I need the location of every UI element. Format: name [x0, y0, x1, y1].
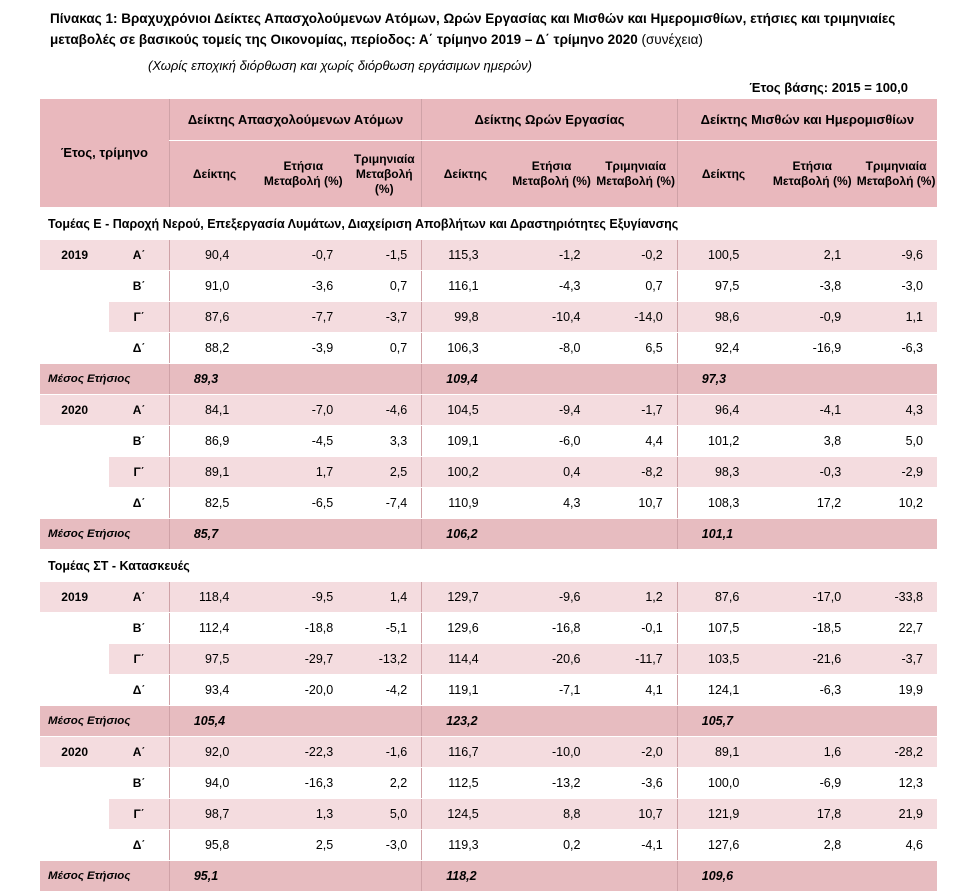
- value-cell: -9,4: [509, 395, 595, 426]
- value-cell: 100,2: [422, 457, 509, 488]
- quarter-cell: Γ΄: [109, 457, 169, 488]
- value-cell: -0,9: [769, 302, 855, 333]
- value-cell: 21,9: [855, 799, 937, 830]
- table-row: [40, 426, 937, 457]
- value-cell: -4,3: [509, 271, 595, 302]
- empty-cell: [769, 706, 855, 737]
- value-cell: 2,5: [347, 457, 422, 488]
- quarter-cell: Β΄: [109, 426, 169, 457]
- value-cell: -1,5: [347, 240, 422, 271]
- annual-average-row: [40, 519, 937, 550]
- value-cell: 2,2: [347, 768, 422, 799]
- value-cell: 97,5: [677, 271, 769, 302]
- value-cell: 116,7: [422, 737, 509, 768]
- empty-cell: [347, 706, 422, 737]
- year-cell: 2019: [40, 582, 109, 613]
- value-cell: 6,5: [595, 333, 678, 364]
- empty-cell: [509, 519, 595, 550]
- empty-cell: [509, 364, 595, 395]
- table-title: [50, 8, 930, 50]
- year-cell: [40, 488, 109, 519]
- value-cell: -9,5: [259, 582, 347, 613]
- value-cell: -16,9: [769, 333, 855, 364]
- value-cell: -0,1: [595, 613, 678, 644]
- value-cell: -1,6: [347, 737, 422, 768]
- value-cell: 103,5: [677, 644, 769, 675]
- section-row: [40, 550, 937, 582]
- value-cell: 96,4: [677, 395, 769, 426]
- value-cell: 129,6: [422, 613, 509, 644]
- value-cell: -13,2: [347, 644, 422, 675]
- value-cell: 86,9: [169, 426, 259, 457]
- table-row: [40, 613, 937, 644]
- value-cell: -20,6: [509, 644, 595, 675]
- value-cell: 124,1: [677, 675, 769, 706]
- value-cell: 129,7: [422, 582, 509, 613]
- quarter-cell: Α΄: [109, 582, 169, 613]
- annual-average-value: 109,4: [422, 364, 509, 395]
- col-header-annual-change: Ετήσια Μεταβολή (%): [259, 141, 347, 208]
- value-cell: 99,8: [422, 302, 509, 333]
- col-header-quarterly-change: Τριμηνιαία Μεταβολή (%): [347, 141, 422, 208]
- value-cell: -0,2: [595, 240, 678, 271]
- value-cell: 104,5: [422, 395, 509, 426]
- quarter-cell: Γ΄: [109, 644, 169, 675]
- value-cell: 92,4: [677, 333, 769, 364]
- value-cell: 108,3: [677, 488, 769, 519]
- value-cell: 90,4: [169, 240, 259, 271]
- annual-average-row: [40, 861, 937, 892]
- annual-average-label: Μέσος Ετήσιος: [40, 364, 169, 395]
- value-cell: -10,0: [509, 737, 595, 768]
- empty-cell: [595, 519, 678, 550]
- value-cell: 110,9: [422, 488, 509, 519]
- value-cell: -7,7: [259, 302, 347, 333]
- value-cell: 107,5: [677, 613, 769, 644]
- value-cell: 17,2: [769, 488, 855, 519]
- quarter-cell: Α΄: [109, 737, 169, 768]
- value-cell: 10,7: [595, 799, 678, 830]
- value-cell: -9,6: [855, 240, 937, 271]
- value-cell: -6,9: [769, 768, 855, 799]
- period-header: Έτος, τρίμηνο: [40, 99, 169, 208]
- value-cell: 84,1: [169, 395, 259, 426]
- value-cell: -3,9: [259, 333, 347, 364]
- value-cell: 87,6: [169, 302, 259, 333]
- value-cell: -6,3: [769, 675, 855, 706]
- year-cell: [40, 613, 109, 644]
- hours-group-header: Δείκτης Ωρών Εργασίας: [422, 99, 678, 141]
- col-header-annual-change: Ετήσια Μεταβολή (%): [509, 141, 595, 208]
- annual-average-value: 95,1: [169, 861, 259, 892]
- year-cell: 2020: [40, 737, 109, 768]
- empty-cell: [259, 861, 347, 892]
- value-cell: 114,4: [422, 644, 509, 675]
- value-cell: 101,2: [677, 426, 769, 457]
- value-cell: 2,8: [769, 830, 855, 861]
- value-cell: 98,7: [169, 799, 259, 830]
- section-row: [40, 208, 937, 240]
- empty-cell: [769, 861, 855, 892]
- value-cell: -9,6: [509, 582, 595, 613]
- value-cell: -1,2: [509, 240, 595, 271]
- value-cell: 4,1: [595, 675, 678, 706]
- table-row: [40, 302, 937, 333]
- empty-cell: [769, 519, 855, 550]
- annual-average-value: 105,4: [169, 706, 259, 737]
- quarter-cell: Β΄: [109, 271, 169, 302]
- value-cell: -10,4: [509, 302, 595, 333]
- value-cell: 1,7: [259, 457, 347, 488]
- year-cell: [40, 830, 109, 861]
- quarter-cell: Δ΄: [109, 675, 169, 706]
- continued-note: (συνέχεια): [641, 32, 703, 47]
- value-cell: -6,0: [509, 426, 595, 457]
- quarter-cell: Δ΄: [109, 333, 169, 364]
- table-row: [40, 644, 937, 675]
- table-row: [40, 675, 937, 706]
- value-cell: 109,1: [422, 426, 509, 457]
- empty-cell: [259, 706, 347, 737]
- value-cell: -3,0: [855, 271, 937, 302]
- col-header-quarterly-change: Τριμηνιαία Μεταβολή (%): [855, 141, 937, 208]
- base-year-note: Έτος βάσης: 2015 = 100,0: [749, 80, 908, 95]
- value-cell: 8,8: [509, 799, 595, 830]
- table-row: [40, 737, 937, 768]
- value-cell: 106,3: [422, 333, 509, 364]
- annual-average-value: 105,7: [677, 706, 769, 737]
- empty-cell: [855, 861, 937, 892]
- value-cell: 2,1: [769, 240, 855, 271]
- annual-average-row: [40, 706, 937, 737]
- value-cell: 1,2: [595, 582, 678, 613]
- section-title: Τομέας ΣΤ - Κατασκευές: [40, 550, 937, 582]
- table-header: [40, 99, 937, 208]
- quarter-cell: Β΄: [109, 613, 169, 644]
- value-cell: 0,7: [595, 271, 678, 302]
- table-row: [40, 582, 937, 613]
- value-cell: -18,5: [769, 613, 855, 644]
- value-cell: -3,7: [855, 644, 937, 675]
- value-cell: 1,6: [769, 737, 855, 768]
- section-title: Τομέας Ε - Παροχή Νερού, Επεξεργασία Λυμάτων, Διαχείριση Αποβλήτων και Δραστηριότητες Εξυγίανσης: [40, 208, 937, 240]
- annual-average-value: 85,7: [169, 519, 259, 550]
- value-cell: -6,3: [855, 333, 937, 364]
- value-cell: 10,7: [595, 488, 678, 519]
- year-cell: [40, 768, 109, 799]
- empty-cell: [855, 364, 937, 395]
- value-cell: -3,6: [259, 271, 347, 302]
- table-row: [40, 457, 937, 488]
- value-cell: 0,4: [509, 457, 595, 488]
- value-cell: 5,0: [855, 426, 937, 457]
- annual-average-value: 101,1: [677, 519, 769, 550]
- quarter-cell: Α΄: [109, 240, 169, 271]
- value-cell: -3,8: [769, 271, 855, 302]
- annual-average-value: 118,2: [422, 861, 509, 892]
- value-cell: -2,0: [595, 737, 678, 768]
- year-cell: [40, 675, 109, 706]
- value-cell: -6,5: [259, 488, 347, 519]
- value-cell: 95,8: [169, 830, 259, 861]
- value-cell: -28,2: [855, 737, 937, 768]
- value-cell: 19,9: [855, 675, 937, 706]
- value-cell: -4,1: [769, 395, 855, 426]
- table-title-text: Πίνακας 1: Βραχυχρόνιοι Δείκτες Απασχολούμενων Ατόμων, Ωρών Εργασίας και Μισθών και Ημερομισθίων, ετήσιες και τριμηνιαίες μεταβολές σε βασικούς τομείς της Οικονομίας, περίοδος: Α΄ τρίμηνο 2019 – Δ΄ τρίμηνο 2020: [50, 11, 896, 47]
- table-row: [40, 799, 937, 830]
- wages-group-header: Δείκτης Μισθών και Ημερομισθίων: [677, 99, 937, 141]
- table-subtitle: (Χωρίς εποχική διόρθωση και χωρίς διόρθωση εργάσιμων ημερών): [148, 58, 532, 73]
- value-cell: -3,0: [347, 830, 422, 861]
- col-header-index: Δείκτης: [422, 141, 509, 208]
- value-cell: 17,8: [769, 799, 855, 830]
- empty-cell: [595, 706, 678, 737]
- quarter-cell: Δ΄: [109, 830, 169, 861]
- value-cell: 82,5: [169, 488, 259, 519]
- annual-average-value: 89,3: [169, 364, 259, 395]
- year-cell: [40, 302, 109, 333]
- year-cell: [40, 426, 109, 457]
- value-cell: -21,6: [769, 644, 855, 675]
- year-cell: [40, 799, 109, 830]
- value-cell: -16,8: [509, 613, 595, 644]
- table-row: [40, 488, 937, 519]
- value-cell: 91,0: [169, 271, 259, 302]
- value-cell: 124,5: [422, 799, 509, 830]
- employment-group-header: Δείκτης Απασχολούμενων Ατόμων: [169, 99, 421, 141]
- quarter-cell: Γ΄: [109, 799, 169, 830]
- annual-average-value: 97,3: [677, 364, 769, 395]
- value-cell: 2,5: [259, 830, 347, 861]
- annual-average-value: 123,2: [422, 706, 509, 737]
- value-cell: 118,4: [169, 582, 259, 613]
- quarter-cell: Β΄: [109, 768, 169, 799]
- value-cell: -0,7: [259, 240, 347, 271]
- value-cell: -22,3: [259, 737, 347, 768]
- value-cell: -7,0: [259, 395, 347, 426]
- table-row: [40, 271, 937, 302]
- value-cell: -3,6: [595, 768, 678, 799]
- value-cell: 119,1: [422, 675, 509, 706]
- value-cell: 4,3: [855, 395, 937, 426]
- value-cell: -8,2: [595, 457, 678, 488]
- quarter-cell: Α΄: [109, 395, 169, 426]
- value-cell: 3,8: [769, 426, 855, 457]
- table-body: [40, 208, 937, 892]
- value-cell: -18,8: [259, 613, 347, 644]
- value-cell: 10,2: [855, 488, 937, 519]
- value-cell: 5,0: [347, 799, 422, 830]
- empty-cell: [347, 861, 422, 892]
- value-cell: -0,3: [769, 457, 855, 488]
- value-cell: -7,4: [347, 488, 422, 519]
- value-cell: 1,3: [259, 799, 347, 830]
- value-cell: -8,0: [509, 333, 595, 364]
- value-cell: 0,7: [347, 271, 422, 302]
- value-cell: 98,3: [677, 457, 769, 488]
- value-cell: -2,9: [855, 457, 937, 488]
- value-cell: -33,8: [855, 582, 937, 613]
- year-cell: 2020: [40, 395, 109, 426]
- value-cell: 112,5: [422, 768, 509, 799]
- value-cell: 89,1: [677, 737, 769, 768]
- value-cell: 94,0: [169, 768, 259, 799]
- year-cell: [40, 457, 109, 488]
- value-cell: -4,6: [347, 395, 422, 426]
- value-cell: 116,1: [422, 271, 509, 302]
- value-cell: -3,7: [347, 302, 422, 333]
- empty-cell: [855, 519, 937, 550]
- quarter-cell: Γ΄: [109, 302, 169, 333]
- value-cell: 4,6: [855, 830, 937, 861]
- empty-cell: [259, 519, 347, 550]
- value-cell: 121,9: [677, 799, 769, 830]
- col-header-index: Δείκτης: [169, 141, 259, 208]
- value-cell: -17,0: [769, 582, 855, 613]
- value-cell: 4,4: [595, 426, 678, 457]
- col-header-index: Δείκτης: [677, 141, 769, 208]
- value-cell: -4,5: [259, 426, 347, 457]
- empty-cell: [769, 364, 855, 395]
- value-cell: -7,1: [509, 675, 595, 706]
- empty-cell: [347, 519, 422, 550]
- value-cell: 89,1: [169, 457, 259, 488]
- value-cell: 0,2: [509, 830, 595, 861]
- value-cell: -11,7: [595, 644, 678, 675]
- year-cell: [40, 644, 109, 675]
- value-cell: 93,4: [169, 675, 259, 706]
- value-cell: 1,1: [855, 302, 937, 333]
- table-row: [40, 395, 937, 426]
- annual-average-value: 106,2: [422, 519, 509, 550]
- empty-cell: [509, 706, 595, 737]
- table-row: [40, 768, 937, 799]
- table-row: [40, 240, 937, 271]
- annual-average-label: Μέσος Ετήσιος: [40, 519, 169, 550]
- value-cell: 22,7: [855, 613, 937, 644]
- empty-cell: [509, 861, 595, 892]
- value-cell: 0,7: [347, 333, 422, 364]
- empty-cell: [855, 706, 937, 737]
- value-cell: -14,0: [595, 302, 678, 333]
- indices-table: [40, 99, 937, 892]
- value-cell: 100,0: [677, 768, 769, 799]
- value-cell: -1,7: [595, 395, 678, 426]
- col-header-quarterly-change: Τριμηνιαία Μεταβολή (%): [595, 141, 678, 208]
- year-cell: 2019: [40, 240, 109, 271]
- value-cell: -5,1: [347, 613, 422, 644]
- quarter-cell: Δ΄: [109, 488, 169, 519]
- empty-cell: [595, 364, 678, 395]
- value-cell: 1,4: [347, 582, 422, 613]
- year-cell: [40, 333, 109, 364]
- value-cell: 98,6: [677, 302, 769, 333]
- empty-cell: [595, 861, 678, 892]
- value-cell: -4,1: [595, 830, 678, 861]
- value-cell: -13,2: [509, 768, 595, 799]
- col-header-annual-change: Ετήσια Μεταβολή (%): [769, 141, 855, 208]
- value-cell: 127,6: [677, 830, 769, 861]
- value-cell: 88,2: [169, 333, 259, 364]
- year-cell: [40, 271, 109, 302]
- value-cell: -4,2: [347, 675, 422, 706]
- value-cell: 87,6: [677, 582, 769, 613]
- value-cell: 112,4: [169, 613, 259, 644]
- value-cell: 115,3: [422, 240, 509, 271]
- value-cell: 92,0: [169, 737, 259, 768]
- annual-average-label: Μέσος Ετήσιος: [40, 861, 169, 892]
- value-cell: 119,3: [422, 830, 509, 861]
- annual-average-value: 109,6: [677, 861, 769, 892]
- table-row: [40, 830, 937, 861]
- value-cell: -20,0: [259, 675, 347, 706]
- empty-cell: [259, 364, 347, 395]
- empty-cell: [347, 364, 422, 395]
- annual-average-row: [40, 364, 937, 395]
- value-cell: -29,7: [259, 644, 347, 675]
- value-cell: 97,5: [169, 644, 259, 675]
- annual-average-label: Μέσος Ετήσιος: [40, 706, 169, 737]
- value-cell: 3,3: [347, 426, 422, 457]
- value-cell: 100,5: [677, 240, 769, 271]
- value-cell: -16,3: [259, 768, 347, 799]
- table-row: [40, 333, 937, 364]
- value-cell: 4,3: [509, 488, 595, 519]
- value-cell: 12,3: [855, 768, 937, 799]
